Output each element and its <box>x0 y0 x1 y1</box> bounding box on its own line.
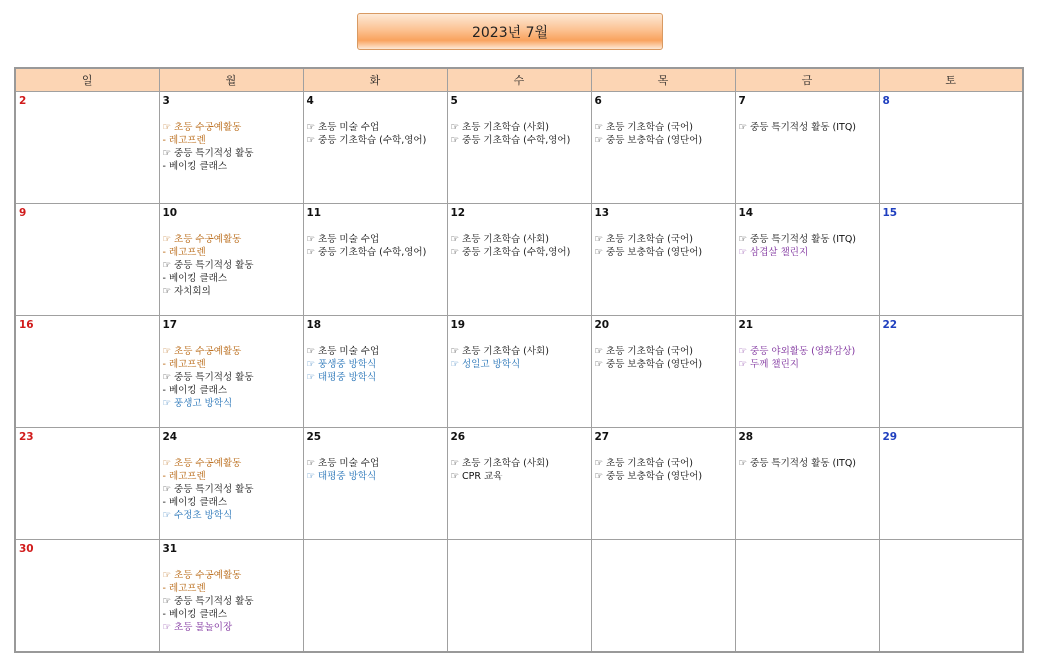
event-list <box>307 457 444 483</box>
event-item[interactable]: ☞ 초등 기초학습 (국어) <box>594 234 693 245</box>
day-number: 5 <box>450 95 458 107</box>
day-cell[interactable] <box>447 92 591 204</box>
day-number: 27 <box>594 431 610 443</box>
day-number: 6 <box>594 95 602 107</box>
day-number: 20 <box>594 319 610 331</box>
day-cell[interactable] <box>159 540 303 652</box>
event-item[interactable]: ☞ 태평중 방학식 <box>306 471 377 482</box>
day-number: 17 <box>162 319 178 331</box>
day-number: 8 <box>882 95 890 107</box>
day-number: 29 <box>882 431 898 443</box>
day-number <box>883 542 1020 556</box>
event-item[interactable]: ☞ 중등 보충학습 (영단어) <box>594 247 703 258</box>
day-number: 9 <box>19 207 27 219</box>
event-item[interactable]: ☞ 두께 챌린지 <box>738 359 799 370</box>
day-number: 10 <box>162 207 178 219</box>
event-list <box>595 121 732 147</box>
event-item[interactable]: ☞ 중등 기초학습 (수학,영어) <box>306 247 427 258</box>
empty-day-cell <box>447 540 591 652</box>
event-item[interactable]: ☞ 태평중 방학식 <box>306 372 377 383</box>
event-item[interactable]: - 레고프렌 <box>162 583 206 594</box>
event-item[interactable]: ☞ 중등 기초학습 (수학,영어) <box>450 135 571 146</box>
day-number <box>739 542 876 556</box>
event-item[interactable]: ☞ 초등 미술 수업 <box>306 346 380 357</box>
day-number: 30 <box>19 543 34 555</box>
event-item[interactable]: ☞ 초등 기초학습 (사회) <box>450 234 549 245</box>
day-number: 21 <box>738 319 754 331</box>
empty-day-cell <box>735 540 879 652</box>
event-item[interactable]: - 레고프렌 <box>162 135 206 146</box>
event-item[interactable]: ☞ 중등 특기적성 활동 <box>162 372 254 383</box>
day-cell[interactable] <box>735 316 879 428</box>
event-item[interactable]: ☞ 중등 특기적성 활동 (ITQ) <box>738 234 857 245</box>
day-number <box>307 542 444 556</box>
event-item[interactable]: ☞ 중등 보충학습 (영단어) <box>594 135 703 146</box>
day-number: 19 <box>450 319 466 331</box>
event-item[interactable]: ☞ 초등 수공예활동 <box>162 122 242 133</box>
event-item[interactable]: - 베이킹 클래스 <box>162 609 228 620</box>
event-list <box>163 345 300 410</box>
event-item[interactable]: ☞ 중등 특기적성 활동 <box>162 596 254 607</box>
event-item[interactable]: ☞ 초등 기초학습 (국어) <box>594 122 693 133</box>
weekday-header-thu: 목 <box>591 68 735 92</box>
day-cell[interactable] <box>879 204 1023 316</box>
empty-day-cell <box>879 540 1023 652</box>
day-cell[interactable] <box>303 316 447 428</box>
event-list <box>595 233 732 259</box>
day-number <box>595 542 732 556</box>
day-cell[interactable] <box>15 204 159 316</box>
day-number: 2 <box>19 95 27 107</box>
event-list <box>451 233 588 259</box>
event-list <box>739 121 876 134</box>
event-item[interactable]: ☞ 풍생고 방학식 <box>162 398 233 409</box>
day-cell[interactable] <box>159 316 303 428</box>
weekday-header-tue: 화 <box>303 68 447 92</box>
day-cell[interactable] <box>15 540 159 652</box>
day-cell[interactable] <box>15 316 159 428</box>
weekday-header-sat: 토 <box>879 68 1023 92</box>
day-cell[interactable] <box>447 316 591 428</box>
day-number: 24 <box>162 431 178 443</box>
event-item[interactable]: ☞ 초등 수공예활동 <box>162 570 242 581</box>
weekday-header-sun: 일 <box>15 68 159 92</box>
event-item[interactable]: - 베이킹 클래스 <box>162 497 228 508</box>
event-item[interactable]: ☞ 초등 기초학습 (사회) <box>450 458 549 469</box>
event-item[interactable]: - 베이킹 클래스 <box>162 385 228 396</box>
event-list <box>307 345 444 384</box>
month-title: 2023년 7월 <box>471 24 549 41</box>
empty-day-cell <box>591 540 735 652</box>
day-number: 25 <box>306 431 322 443</box>
month-title-banner <box>357 13 663 50</box>
day-number: 15 <box>882 207 898 219</box>
event-list <box>595 345 732 371</box>
day-cell[interactable] <box>591 92 735 204</box>
event-item[interactable]: - 레고프렌 <box>162 359 206 370</box>
day-number <box>451 542 588 556</box>
calendar-grid <box>14 67 1024 653</box>
event-list <box>739 233 876 259</box>
day-number: 14 <box>738 207 754 219</box>
event-list <box>163 569 300 634</box>
day-cell[interactable] <box>159 428 303 540</box>
day-cell[interactable] <box>735 92 879 204</box>
day-cell[interactable] <box>591 428 735 540</box>
event-item[interactable]: ☞ 중등 기초학습 (수학,영어) <box>450 247 571 258</box>
weekday-header-mon: 월 <box>159 68 303 92</box>
event-list <box>163 121 300 173</box>
week-row <box>15 92 1023 204</box>
day-number: 4 <box>306 95 314 107</box>
event-list <box>451 121 588 147</box>
event-item[interactable]: ☞ 초등 기초학습 (국어) <box>594 458 693 469</box>
day-number: 22 <box>882 319 898 331</box>
event-item[interactable]: ☞ 초등 수공예활동 <box>162 346 242 357</box>
day-number: 31 <box>162 543 178 555</box>
day-number: 11 <box>306 207 322 219</box>
event-list <box>451 457 588 483</box>
day-cell[interactable] <box>879 428 1023 540</box>
day-cell[interactable] <box>591 316 735 428</box>
event-item[interactable]: ☞ 성일고 방학식 <box>450 359 521 370</box>
day-cell[interactable] <box>159 92 303 204</box>
day-cell[interactable] <box>303 428 447 540</box>
day-number: 16 <box>19 319 34 331</box>
day-cell[interactable] <box>303 204 447 316</box>
weekday-header-wed: 수 <box>447 68 591 92</box>
event-item[interactable]: ☞ 초등 미술 수업 <box>306 234 380 245</box>
event-item[interactable]: ☞ 중등 특기적성 활동 <box>162 260 254 271</box>
event-item[interactable]: ☞ 초등 수공예활동 <box>162 234 242 245</box>
day-cell[interactable] <box>447 428 591 540</box>
event-item[interactable]: ☞ 중등 특기적성 활동 <box>162 484 254 495</box>
day-number: 26 <box>450 431 466 443</box>
event-item[interactable]: ☞ 초등 물놀이장 <box>162 622 233 633</box>
calendar-body <box>15 92 1023 652</box>
event-item[interactable]: ☞ 중등 특기적성 활동 (ITQ) <box>738 122 857 133</box>
empty-day-cell <box>303 540 447 652</box>
day-number: 7 <box>738 95 746 107</box>
day-cell[interactable] <box>735 428 879 540</box>
week-row <box>15 316 1023 428</box>
event-item[interactable]: - 베이킹 클래스 <box>162 161 228 172</box>
week-row <box>15 428 1023 540</box>
event-item[interactable]: ☞ 초등 미술 수업 <box>306 122 380 133</box>
event-list <box>307 233 444 259</box>
event-item[interactable]: ☞ 수정초 방학식 <box>162 510 233 521</box>
event-item[interactable]: - 베이킹 클래스 <box>162 273 228 284</box>
week-row <box>15 204 1023 316</box>
day-cell[interactable] <box>159 204 303 316</box>
day-cell[interactable] <box>879 316 1023 428</box>
event-list <box>739 345 876 371</box>
day-number: 18 <box>306 319 322 331</box>
event-list <box>595 457 732 483</box>
event-item[interactable]: ☞ 초등 기초학습 (사회) <box>450 346 549 357</box>
day-cell[interactable] <box>879 92 1023 204</box>
event-list <box>307 121 444 147</box>
event-item[interactable]: ☞ CPR 교육 <box>450 471 503 482</box>
event-item[interactable]: ☞ 초등 기초학습 (사회) <box>450 122 549 133</box>
day-cell[interactable] <box>303 92 447 204</box>
day-number: 13 <box>594 207 610 219</box>
day-cell[interactable] <box>15 92 159 204</box>
event-list <box>163 233 300 298</box>
event-item[interactable]: ☞ 풍생중 방학식 <box>306 359 377 370</box>
event-list <box>739 457 876 470</box>
event-item[interactable]: ☞ 중등 야외활동 (영화감상) <box>738 346 856 357</box>
week-row <box>15 540 1023 652</box>
day-cell[interactable] <box>15 428 159 540</box>
day-cell[interactable] <box>591 204 735 316</box>
event-item[interactable]: ☞ 초등 수공예활동 <box>162 458 242 469</box>
day-number: 23 <box>19 431 34 443</box>
day-number: 12 <box>450 207 466 219</box>
event-item[interactable]: - 레고프렌 <box>162 247 206 258</box>
event-item[interactable]: ☞ 초등 기초학습 (국어) <box>594 346 693 357</box>
weekday-header-fri: 금 <box>735 68 879 92</box>
event-item[interactable]: ☞ 중등 특기적성 활동 <box>162 148 254 159</box>
event-item[interactable]: ☞ 중등 보충학습 (영단어) <box>594 359 703 370</box>
day-cell[interactable] <box>735 204 879 316</box>
day-number: 3 <box>162 95 170 107</box>
weekday-header-row <box>15 68 1023 92</box>
event-list <box>451 345 588 371</box>
day-cell[interactable] <box>447 204 591 316</box>
event-item[interactable]: ☞ 자치회의 <box>162 286 211 297</box>
event-item[interactable]: - 레고프렌 <box>162 471 206 482</box>
event-item[interactable]: ☞ 중등 보충학습 (영단어) <box>594 471 703 482</box>
event-item[interactable]: ☞ 중등 특기적성 활동 (ITQ) <box>738 458 857 469</box>
event-item[interactable]: ☞ 초등 미술 수업 <box>306 458 380 469</box>
day-number: 28 <box>738 431 754 443</box>
event-item[interactable]: ☞ 중등 기초학습 (수학,영어) <box>306 135 427 146</box>
event-list <box>163 457 300 522</box>
event-item[interactable]: ☞ 삼겹살 챌린지 <box>738 247 809 258</box>
